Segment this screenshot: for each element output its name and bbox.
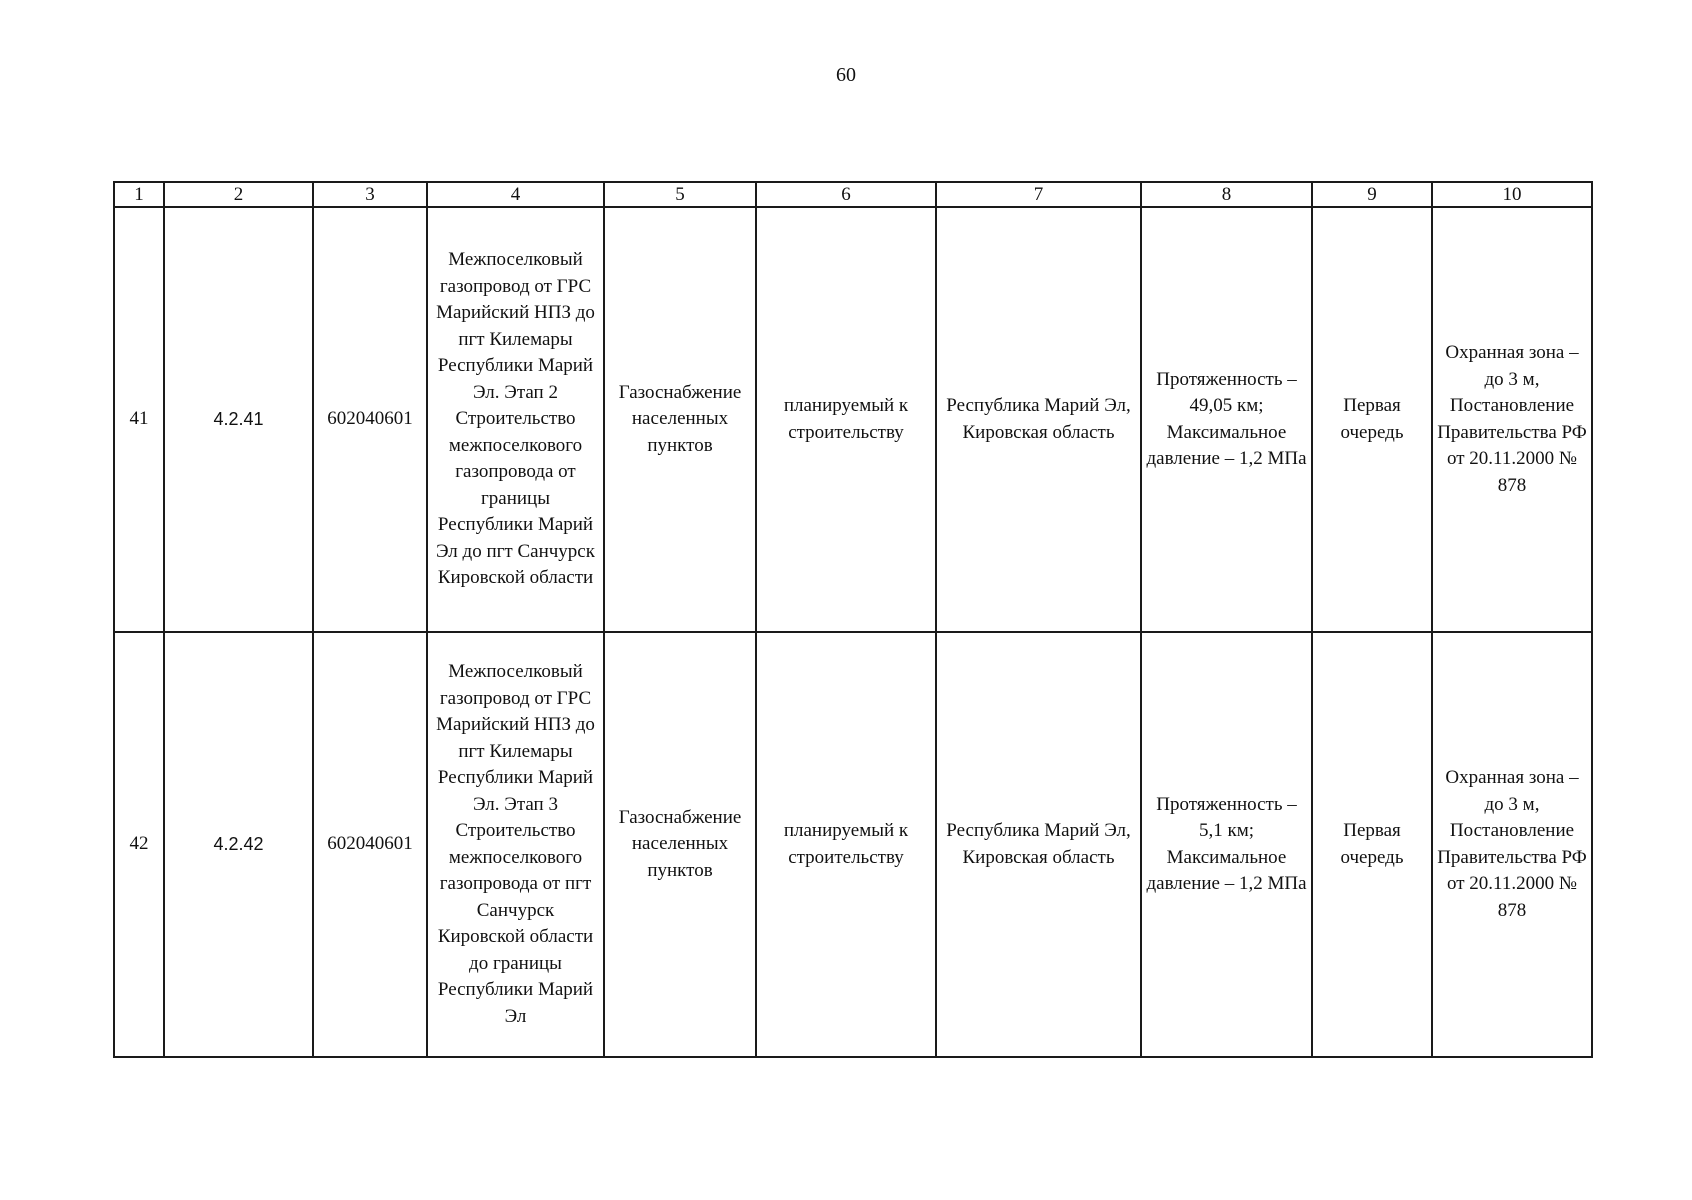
- implementation-stage: Первая очередь: [1312, 207, 1432, 632]
- object-characteristics: Протяженность – 5,1 км; Максимальное давление – 1,2 МПа: [1141, 632, 1312, 1057]
- implementation-stage: Первая очередь: [1312, 632, 1432, 1057]
- table-header-row: [114, 182, 1592, 207]
- column-header-5: 5: [604, 182, 756, 207]
- object-name: Межпоселковый газопровод от ГРС Марийский НПЗ до пгт Килемары Республики Марий Эл. Этап 3 Строительство межпоселкового газопровода от пгт Санчурск Кировской области до границы Республики Марий Эл: [427, 632, 604, 1057]
- object-location: Республика Марий Эл, Кировская область: [936, 632, 1141, 1057]
- object-characteristics: Протяженность – 49,05 км; Максимальное давление – 1,2 МПа: [1141, 207, 1312, 632]
- column-header-7: 7: [936, 182, 1141, 207]
- column-header-3: 3: [313, 182, 427, 207]
- object-name: Межпоселковый газопровод от ГРС Марийский НПЗ до пгт Килемары Республики Марий Эл. Этап 2 Строительство межпоселкового газопровода от границы Республики Марий Эл до пгт Санчурск Кировской области: [427, 207, 604, 632]
- object-purpose: Газоснабжение населенных пунктов: [604, 207, 756, 632]
- column-header-2: 2: [164, 182, 313, 207]
- object-location: Республика Марий Эл, Кировская область: [936, 207, 1141, 632]
- classifier-code: 602040601: [313, 632, 427, 1057]
- column-header-6: 6: [756, 182, 936, 207]
- object-code: 4.2.41: [164, 207, 313, 632]
- protection-zone: Охранная зона – до 3 м, Постановление Правительства РФ от 20.11.2000 № 878: [1432, 632, 1592, 1057]
- column-header-9: 9: [1312, 182, 1432, 207]
- table-row: [114, 207, 1592, 632]
- row-number: 41: [114, 207, 164, 632]
- column-header-4: 4: [427, 182, 604, 207]
- object-status: планируемый к строительству: [756, 632, 936, 1057]
- column-header-1: 1: [114, 182, 164, 207]
- column-header-10: 10: [1432, 182, 1592, 207]
- page-number: 60: [836, 64, 856, 86]
- object-purpose: Газоснабжение населенных пунктов: [604, 632, 756, 1057]
- object-code: 4.2.42: [164, 632, 313, 1057]
- table-row: [114, 632, 1592, 1057]
- protection-zone: Охранная зона – до 3 м, Постановление Правительства РФ от 20.11.2000 № 878: [1432, 207, 1592, 632]
- classifier-code: 602040601: [313, 207, 427, 632]
- row-number: 42: [114, 632, 164, 1057]
- objects-table: [113, 181, 1593, 1058]
- column-header-8: 8: [1141, 182, 1312, 207]
- object-status: планируемый к строительству: [756, 207, 936, 632]
